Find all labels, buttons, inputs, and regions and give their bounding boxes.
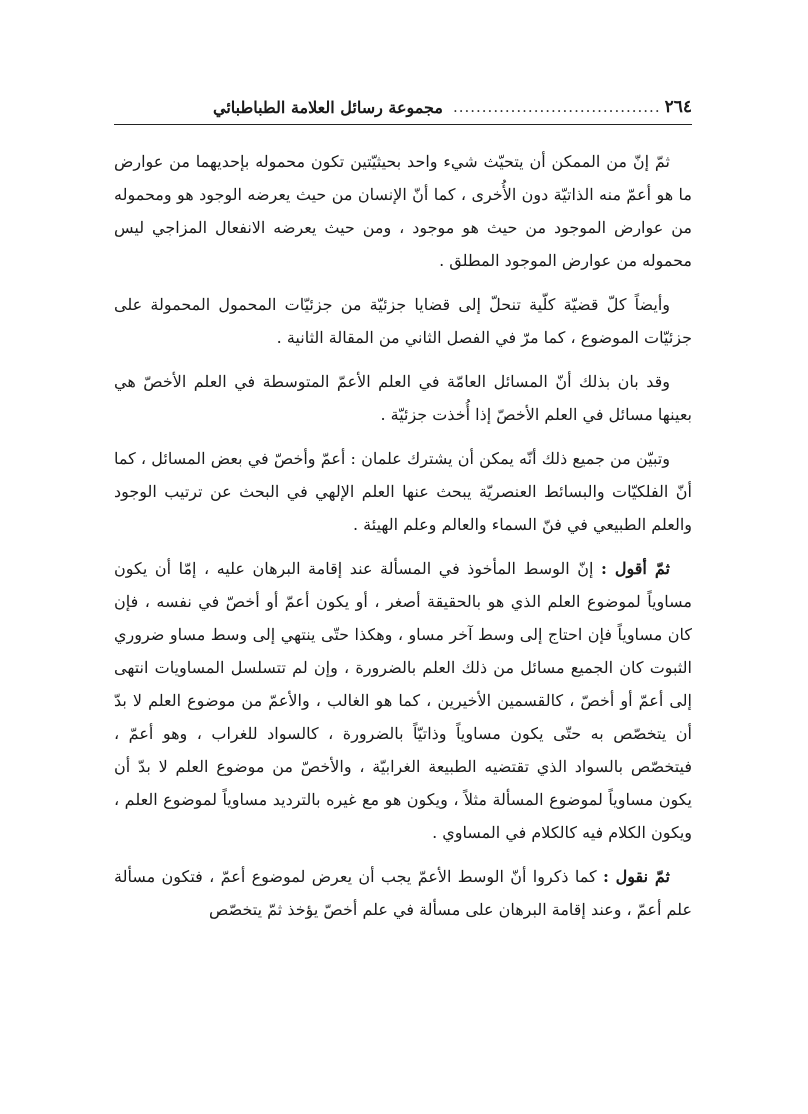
book-page xyxy=(114,92,692,937)
paragraph-text: إنّ الوسط المأخوذ في المسألة عند إقامة البرهان عليه ، إمّا أن يكون مساوياً لموضوع العلم الذي هو بالحقيقة أصغر ، أو يكون أعمّ أو أخصّ في نفسه ، فإن كان مساوياً فإن احتاج إلى وسط آخر مساو ، وهكذا حتّى ينتهي إلى وسط مساو ضروري الثبوت كان الجميع مسائل من ذلك العلم بالضرورة ، وإن لم تتسلسل المساويات انتهى إلى أعمّ أو أخصّ ، كالقسمين الأخيرين ، كما هو الغالب ، والأعمّ من موضوع العلم لا بدّ أن يتخصّص به حتّى يكون مساوياً وذاتيّاً بالضرورة ، كالسواد للغراب ، وهو أعمّ ، فيتخصّص بالسواد الذي تقتضيه الطبيعة الغرابيّة ، والأخصّ من موضوع العلم لا بدّ أن يكون مساوياً لموضوع المسألة مثلاً ، ويكون هو مع غيره بالترديد مساوياً لموضوع العلم ، ويكون الكلام فيه كالكلام في المساوي . xyxy=(114,559,692,842)
header-leader-dots: .................................... xyxy=(452,98,661,116)
paragraph xyxy=(114,860,692,926)
paragraph xyxy=(114,145,692,277)
paragraph xyxy=(114,288,692,354)
page-number: ٢٦٤ xyxy=(664,97,692,117)
paragraph-lead: ثمّ أقول : xyxy=(600,559,671,578)
paragraph-text: ثمّ إنّ من الممكن أن يتحيّث شيء واحد بحيثيّتين تكون محموله بإحديهما من عوارض ما هو أعمّ منه الذاتيّة دون الأُخرى ، كما أنّ الإنسان من حيث يعرضه الوجود هو ومحموله من عوارض الموجود من حيث هو موجود ، ومن حيث يعرضه الانفعال المزاجي ليس محموله من عوارض الموجود المطلق . xyxy=(114,152,692,270)
running-header xyxy=(114,92,692,125)
paragraph xyxy=(114,365,692,431)
paragraph xyxy=(114,552,692,849)
paragraph-text: كما ذكروا أنّ الوسط الأعمّ يجب أن يعرض لموضوع أعمّ ، فتكون مسألة علم أعمّ ، وعند إقامة البرهان على مسألة في علم أخصّ يؤخذ ثمّ يتخصّص xyxy=(114,867,692,919)
paragraph-text: وتبيّن من جميع ذلك أنّه يمكن أن يشترك علمان : أعمّ وأخصّ في بعض المسائل ، كما أنّ الفلكيّات والبسائط العنصريّة يبحث عنها العلم الإلهي في البحث عن ترتيب الوجود والعلم الطبيعي في فنّ السماء والعالم وعلم الهيئة . xyxy=(114,449,692,534)
paragraph xyxy=(114,442,692,541)
paragraph-text: وأيضاً كلّ قضيّة كلّية تنحلّ إلى قضايا جزئيّة من جزئيّات المحمول المحمولة على جزئيّات الموضوع ، كما مرّ في الفصل الثاني من المقالة الثانية . xyxy=(114,295,692,347)
page-body xyxy=(114,145,692,926)
paragraph-text: وقد بان بذلك أنّ المسائل العامّة في العلم الأعمّ المتوسطة في العلم الأخصّ هي بعينها مسائل في العلم الأخصّ إذا أُخذت جزئيّة . xyxy=(114,372,692,424)
book-title: مجموعة رسائل العلامة الطباطبائي xyxy=(213,97,443,117)
paragraph-lead: ثمّ نقول : xyxy=(602,867,670,886)
